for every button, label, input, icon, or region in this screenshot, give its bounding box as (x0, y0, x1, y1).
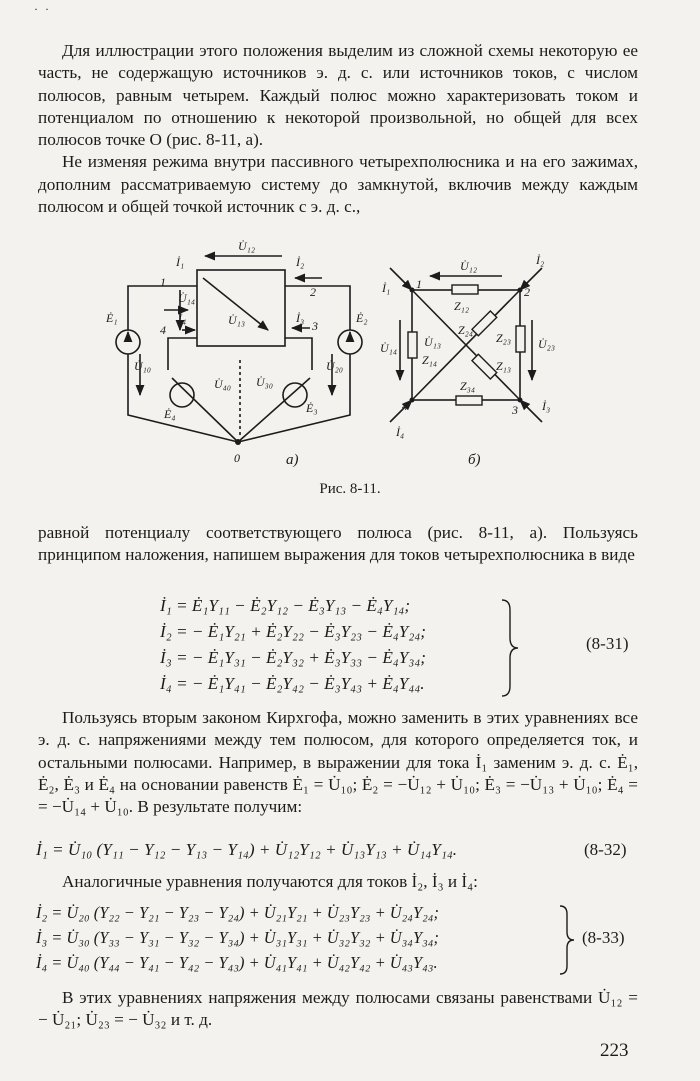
eq-8-31-line-3: İ₃ = − Ė₁Y₃₁ − Ė₂Y₃₂ + Ė₃Y₃₃ − Ė₄Y₃₄; (160, 648, 427, 667)
impedance-z13 (472, 354, 497, 379)
label-a-e2: Ė₂ (356, 311, 368, 325)
impedance-z34 (456, 396, 482, 405)
eq-8-31-line-2: İ₂ = − Ė₁Y₂₁ + Ė₂Y₂₂ − Ė₃Y₂₃ − Ė₄Y₂₄; (160, 622, 427, 641)
label-b-i1: İ₁ (382, 281, 391, 295)
label-b-z24: Z₂₄ (458, 323, 474, 337)
label-b-u12: U̇₁₂ (460, 259, 478, 273)
eq-8-31-line-4: İ₄ = − Ė₁Y₄₁ − Ė₂Y₄₂ − Ė₃Y₄₃ + Ė₄Y₄₄. (160, 674, 425, 693)
label-b-i2: İ₂ (536, 253, 545, 267)
label-a-u13: U̇₁₃ (228, 313, 246, 327)
label-a-u40: U̇₄₀ (214, 377, 232, 391)
brace-8-31 (500, 598, 520, 698)
impedance-z12 (452, 285, 478, 294)
label-a-u10: U̇₁₀ (134, 359, 152, 373)
label-a-i1: İ₁ (176, 255, 185, 269)
eq-8-33-number: (8-33) (582, 928, 625, 947)
figure-caption: Рис. 8-11. (319, 481, 381, 497)
eq-8-32-number: (8-32) (584, 840, 627, 859)
impedance-z14 (408, 332, 417, 358)
label-a-e1: Ė₁ (106, 311, 118, 325)
top-mark: · · (34, 2, 51, 16)
label-b-n4: 4 (402, 399, 408, 413)
label-a-i4: İ₄ (178, 311, 187, 325)
eq-8-31-line-1: İ₁ = Ė₁Y₁₁ − Ė₂Y₁₂ − Ė₃Y₁₃ − Ė₄Y₁₄; (160, 596, 411, 615)
label-b-n1: 1 (416, 277, 422, 291)
figure-label-a: a) (286, 452, 299, 468)
eq-8-31-number: (8-31) (586, 634, 629, 653)
paragraph-5-text: Аналогичные уравнения получаются для токов İ₂, İ₃ и İ₄: (62, 872, 478, 891)
label-a-i3: İ₃ (296, 311, 305, 325)
label-b-z12: Z₁₂ (454, 299, 470, 313)
label-b-u13: U̇₁₃ (424, 335, 442, 349)
paragraph-1 (38, 40, 638, 218)
eq-8-33-line-3: İ₄ = U̇₄₀ (Y₄₄ − Y₄₁ − Y₄₂ − Y₄₃) + U̇₄₁Y₄₁ + U̇₄₂Y₄₂ + U̇₄₃Y₄₃. (36, 953, 438, 972)
brace-8-33 (558, 904, 576, 976)
paragraph-3 (38, 522, 638, 567)
label-a-u12: U̇₁₂ (238, 239, 256, 253)
label-a-n4: 4 (160, 323, 166, 337)
paragraph-4 (38, 707, 638, 818)
label-b-i3: İ₃ (542, 399, 551, 413)
label-b-n2: 2 (524, 285, 530, 299)
figure-label-b: б) (468, 452, 481, 468)
label-b-z23: Z₂₃ (496, 331, 512, 345)
eq-8-33-line-2: İ₃ = U̇₃₀ (Y₃₃ − Y₃₁ − Y₃₂ − Y₃₄) + U̇₃₁Y₃₁ + U̇₃₂Y₃₂ + U̇₃₄Y₃₄; (36, 928, 439, 947)
label-a-u30: U̇₃₀ (256, 375, 274, 389)
label-a-n0: 0 (234, 451, 240, 465)
eq-8-33-line-1: İ₂ = U̇₂₀ (Y₂₂ − Y₂₁ − Y₂₃ − Y₂₄) + U̇₂₁Y₂₁ + U̇₂₃Y₂₃ + U̇₂₄Y₂₄; (36, 903, 439, 922)
label-b-n3: 3 (512, 403, 518, 417)
paragraph-5 (38, 871, 638, 893)
eq-8-32: İ₁ = U̇₁₀ (Y₁₁ − Y₁₂ − Y₁₃ − Y₁₄) + U̇₁₂Y₁₂ + U̇₁₃Y₁₃ + U̇₁₄Y₁₄. (36, 840, 458, 859)
paragraph-6-text: В этих уравнениях напряжения между полюсами связаны равенствами U̇₁₂ = − U̇₂₁; U̇₂₃ = − U̇₃₂ и т. д. (38, 988, 638, 1030)
page-number: 223 (600, 1040, 629, 1061)
label-a-n3: 3 (312, 319, 318, 333)
label-a-e3: Ė₃ (306, 401, 318, 415)
paragraph-1-text: Для иллюстрации этого положения выделим из сложной схемы некоторую ее часть, не содержащую источников э. д. с. или источников токов, с числом полюсов, равным четырем. Каждый полюс можно характеризовать током и потенциалом по отношению к некоторой произвольной, но общей для всех полюсов точке O (рис. 8-11, a). (38, 41, 638, 150)
figure-8-11 (100, 230, 570, 470)
paragraph-6 (38, 987, 638, 1032)
label-a-u14: U̇₁₄ (178, 291, 196, 305)
source-e3 (283, 383, 307, 407)
impedance-z23 (516, 326, 525, 352)
label-a-n1: 1 (160, 275, 166, 289)
label-a-u20: U̇₂₀ (326, 359, 344, 373)
paragraph-2-text: Не изменяя режима внутри пассивного четырехполюсника и на его зажимах, дополним рассматриваемую систему до замкнутой, включив между каждым полюсом и общей точкой источник с э. д. с., (38, 152, 638, 217)
label-b-u14: U̇₁₄ (380, 341, 398, 355)
impedance-z24 (472, 311, 497, 336)
paragraph-4-text: Пользуясь вторым законом Кирхгофа, можно заменить в этих уравнениях все э. д. с. напряжениями между тем полюсом, для которого определяется ток, и остальными полюсами. Например, в выражении для тока İ₁ заменим э. д. с. Ė₁, Ė₂, Ė₃ и Ė₄ на основании равенств Ė₁ = U̇₁₀; Ė₂ = −U̇₁₂ + U̇₁₀; Ė₃ = −U̇₁₃ + U̇₁₀; Ė₄ = = −U̇₁₄ + U̇₁₀. В результате получим: (38, 708, 638, 817)
label-b-z14: Z₁₄ (422, 353, 438, 367)
label-a-e4: Ė₄ (164, 407, 176, 421)
label-a-n2: 2 (310, 285, 316, 299)
paragraph-3-text: равной потенциалу соответствующего полюса (рис. 8-11, a). Пользуясь принципом наложения, напишем выражения для токов четырехполюсника в виде (38, 523, 638, 565)
label-b-i4: İ₄ (396, 425, 405, 439)
label-b-z13: Z₁₃ (496, 359, 512, 373)
label-a-i2: İ₂ (296, 255, 305, 269)
label-b-u23: U̇₂₃ (538, 337, 556, 351)
label-b-z34: Z₃₄ (460, 379, 476, 393)
